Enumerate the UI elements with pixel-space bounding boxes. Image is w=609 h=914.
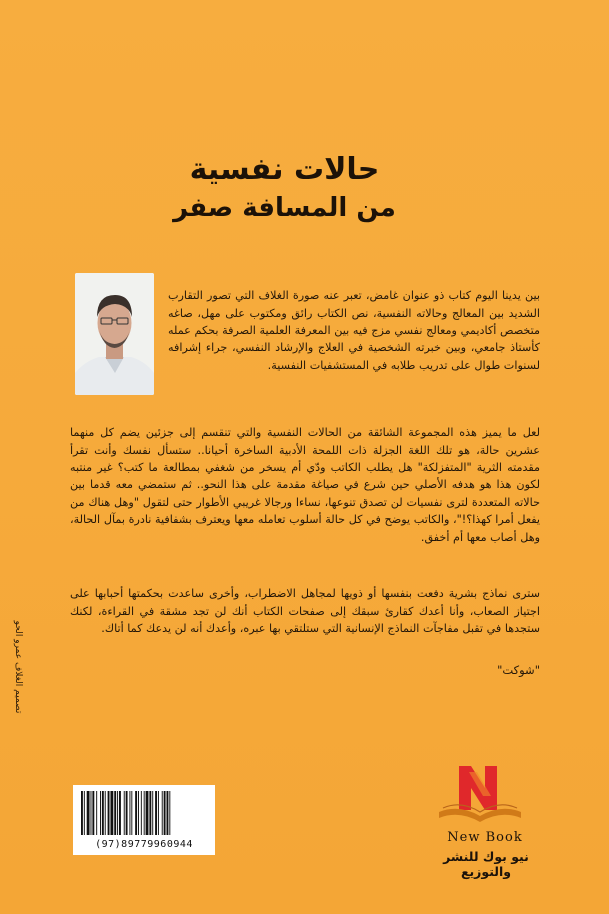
author-photo bbox=[75, 273, 154, 395]
barcode-icon bbox=[79, 791, 209, 837]
publisher-name-en: New Book bbox=[447, 830, 523, 845]
barcode bbox=[73, 785, 215, 855]
isbn-number: (97)89779960944 bbox=[95, 839, 193, 850]
blurb-paragraph-2: لعل ما يميز هذه المجموعة الشائقة من الحالات النفسية والتي تنقسم إلى جزئين يضم كل منهما عشرين حالة، هو تلك اللغة الجزلة ذات اللمحة الأدبية الساخرة أحيانا.. ستسأل نفسك وأنت تقرأ مقدمته الثرية "المتفزلكة" هل يطلب الكاتب ودّي أم يسخر من شغفي بمطالعة ما كتب؟ غير منتبه لكون هذا هو هدفه الأصلي حين شرع في صياغة مقدمة على هذا النحو.. ثم ستمضي معه قدما بين حالاته المتعددة لترى نفسيات لن تصدق تنوعها، نساءا ورجالا غريبي الأطوار حتى لتقول "وهل هناك من يفعل أمرا كهذا؟!"، والكاتب يوضح في كل حالة أسلوب تعامله معها ويعترف بشفافية نادرة بمآل الحالة، وهل أصاب معها أم أخفق. bbox=[70, 426, 540, 544]
cover-design-credit bbox=[8, 600, 26, 740]
publisher-name-ar: نيو بوك للنشر والتوزيع bbox=[443, 849, 529, 879]
book-title bbox=[0, 150, 609, 226]
title-line-2: من المسافة صفر bbox=[173, 193, 396, 223]
new-book-logo-icon bbox=[425, 758, 535, 828]
title-line-1: حالات نفسية bbox=[189, 152, 380, 187]
cover-design-credit-text: تصميم الغلاف عمرو الحو bbox=[13, 620, 23, 714]
signature: "شوكت" bbox=[497, 663, 540, 677]
blurb-paragraph-1: بين يدينا اليوم كتاب ذو عنوان غامض، تعبر عنه صورة الغلاف التي تصور التقارب الشديد بين المعالج وحالاته النفسية، نص الكتاب رائق ومكتوب على مهل، صاغه متخصص أكاديمي ومعالج نفسي مزج فيه بين المعرفة العلمية الصرفة بحكم عمله كأستاذ جامعي، وبين خبرته الشخصية في العلاج والإرشاد النفسي، جراء إشرافه لسنوات طوال على تدريب طلابه في المستشفيات النفسية. bbox=[168, 289, 540, 372]
blurb-paragraph-3: سترى نماذج بشرية دفعت بنفسها أو ذويها لمجاهل الاضطراب، وأخرى ساعدت بحكمتها أحبابها على اجتياز الصعاب، وأنا أعدك كقارئ سبقك إلى صفحات الكتاب أنك لن تجد مشقة في القراءة، لكنك ستجدها في تقبل مفاجآت النماذج الإنسانية التي ستلتقي بها عبره، وأعدك أنه لن يدعك كما أتاك. bbox=[70, 587, 540, 635]
